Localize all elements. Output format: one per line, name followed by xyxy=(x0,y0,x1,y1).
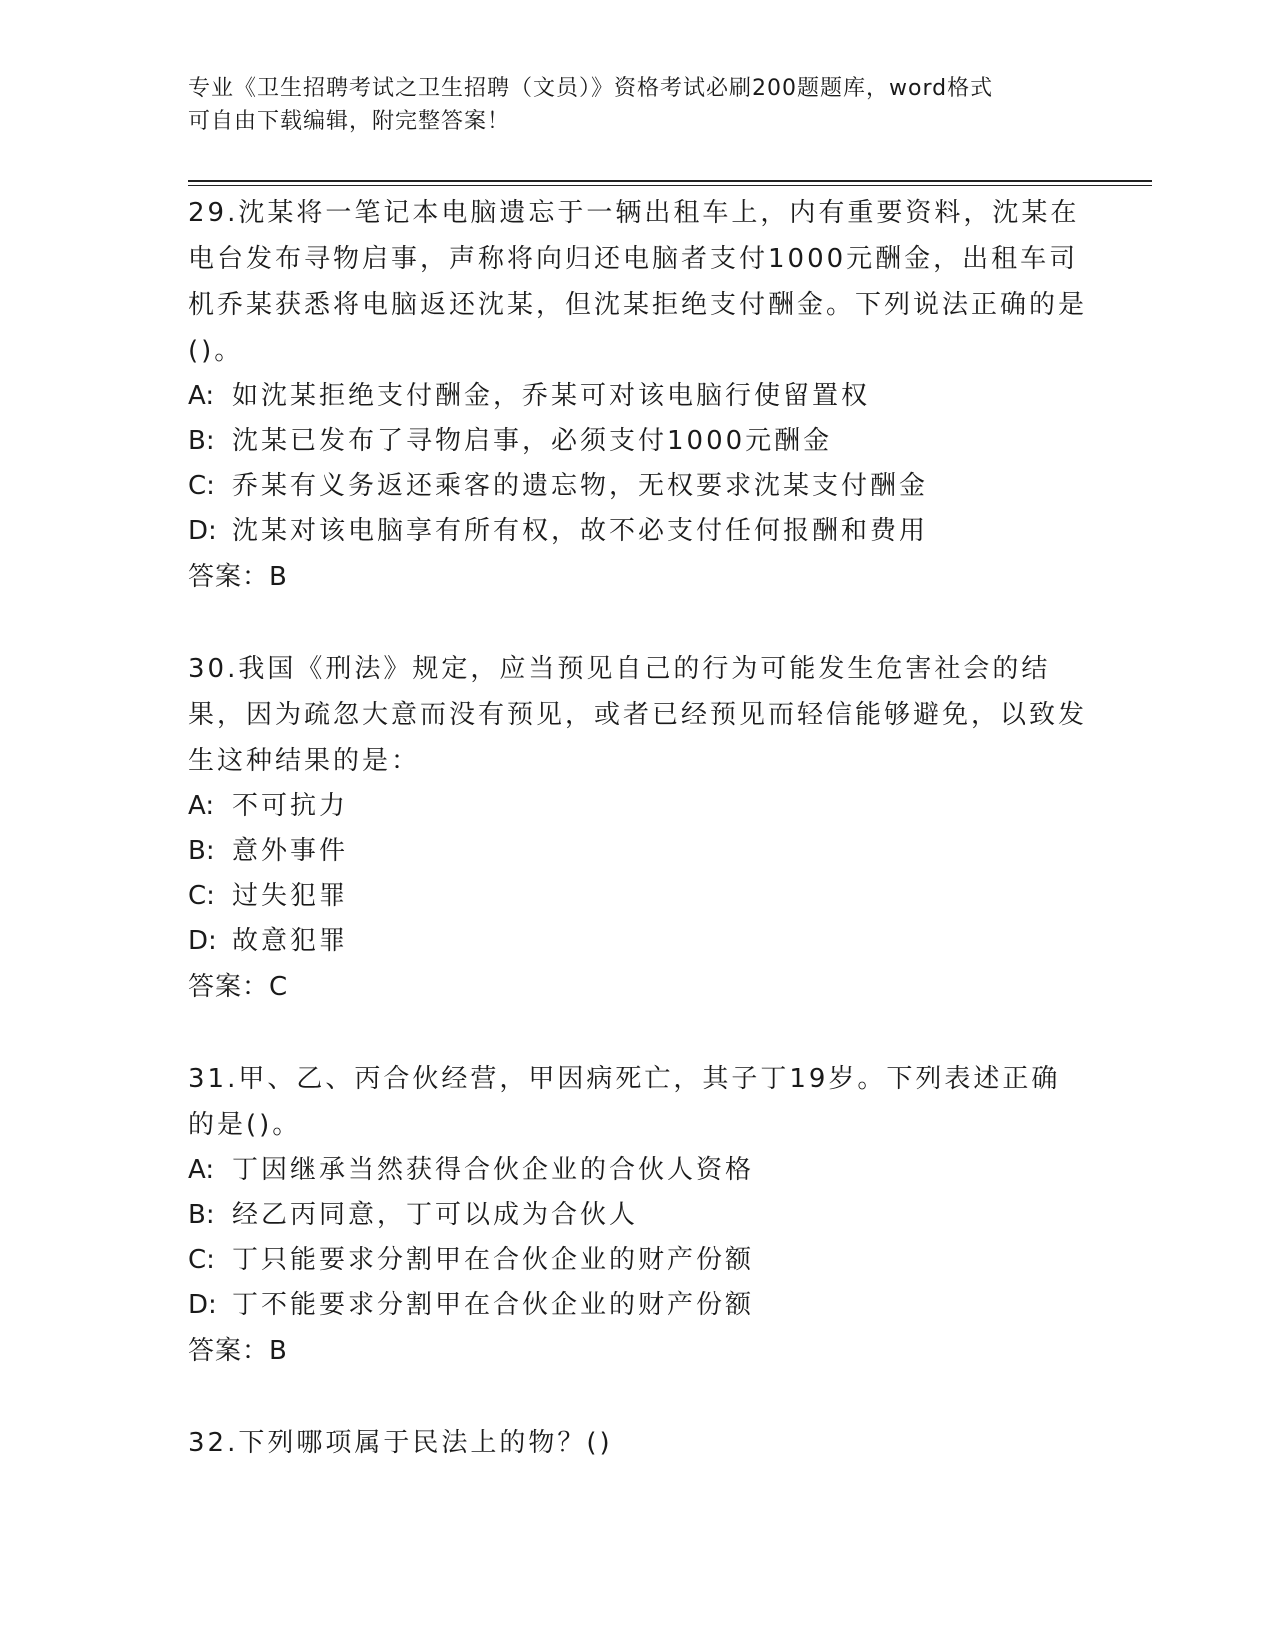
option-text: 丁只能要求分割甲在合伙企业的财产份额 xyxy=(232,1245,755,1275)
option-text: 丁因继承当然获得合伙企业的合伙人资格 xyxy=(232,1155,755,1185)
option-label: B: xyxy=(188,426,215,456)
option-text: 不可抗力 xyxy=(232,791,349,821)
option-b xyxy=(188,419,1088,464)
option-text: 如沈某拒绝支付酬金，乔某可对该电脑行使留置权 xyxy=(232,381,871,411)
option-a xyxy=(188,784,1088,829)
option-label: B: xyxy=(188,1200,215,1230)
question-32 xyxy=(188,1420,1088,1466)
header-divider-thick xyxy=(188,180,1152,182)
option-c xyxy=(188,874,1088,919)
option-text: 故意犯罪 xyxy=(232,926,349,956)
question-30 xyxy=(188,646,1088,1010)
question-text: 31.甲、乙、丙合伙经营，甲因病死亡，其子丁19岁。下列表述正确的是()。 xyxy=(188,1064,1061,1140)
question-29 xyxy=(188,190,1088,600)
document-header xyxy=(188,72,1068,138)
option-text: 沈某已发布了寻物启事，必须支付1000元酬金 xyxy=(232,426,833,456)
option-label: D: xyxy=(188,926,217,956)
question-spacer xyxy=(188,1374,1088,1420)
option-label: D: xyxy=(188,516,217,546)
option-text: 乔某有义务返还乘客的遗忘物，无权要求沈某支付酬金 xyxy=(232,471,929,501)
option-label: C: xyxy=(188,1245,215,1275)
question-text: 30.我国《刑法》规定，应当预见自己的行为可能发生危害社会的结果，因为疏忽大意而没有预见，或者已经预见而轻信能够避免，以致发生这种结果的是： xyxy=(188,654,1088,776)
option-text: 经乙丙同意，丁可以成为合伙人 xyxy=(232,1200,639,1230)
question-31 xyxy=(188,1056,1088,1374)
option-a xyxy=(188,374,1088,419)
option-label: A: xyxy=(188,1155,215,1185)
question-text: 29.沈某将一笔记本电脑遗忘于一辆出租车上，内有重要资料，沈某在电台发布寻物启事，声称将向归还电脑者支付1000元酬金，出租车司机乔某获悉将电脑返还沈某，但沈某拒绝支付酬金。下列说法正确的是()。 xyxy=(188,198,1088,366)
option-text: 意外事件 xyxy=(232,836,349,866)
option-text: 过失犯罪 xyxy=(232,881,349,911)
header-divider-thin xyxy=(188,185,1152,186)
option-d xyxy=(188,919,1088,964)
answer: 答案：C xyxy=(188,972,289,1002)
option-d xyxy=(188,1283,1088,1328)
option-c xyxy=(188,1238,1088,1283)
header-line-1: 专业《卫生招聘考试之卫生招聘（文员）》资格考试必刷200题题库，word格式 xyxy=(188,76,994,101)
option-d xyxy=(188,509,1088,554)
option-text: 丁不能要求分割甲在合伙企业的财产份额 xyxy=(232,1290,755,1320)
option-label: A: xyxy=(188,791,215,821)
header-line-2: 可自由下载编辑，附完整答案！ xyxy=(188,109,511,134)
option-text: 沈某对该电脑享有所有权，故不必支付任何报酬和费用 xyxy=(232,516,929,546)
option-label: B: xyxy=(188,836,215,866)
question-spacer xyxy=(188,600,1088,646)
question-list xyxy=(188,190,1088,1466)
question-spacer xyxy=(188,1010,1088,1056)
option-label: C: xyxy=(188,471,215,501)
answer: 答案：B xyxy=(188,1336,288,1366)
question-text: 32.下列哪项属于民法上的物？() xyxy=(188,1428,613,1458)
option-label: D: xyxy=(188,1290,217,1320)
option-c xyxy=(188,464,1088,509)
option-label: C: xyxy=(188,881,215,911)
answer: 答案：B xyxy=(188,562,288,592)
option-a xyxy=(188,1148,1088,1193)
option-b xyxy=(188,829,1088,874)
option-label: A: xyxy=(188,381,215,411)
option-b xyxy=(188,1193,1088,1238)
